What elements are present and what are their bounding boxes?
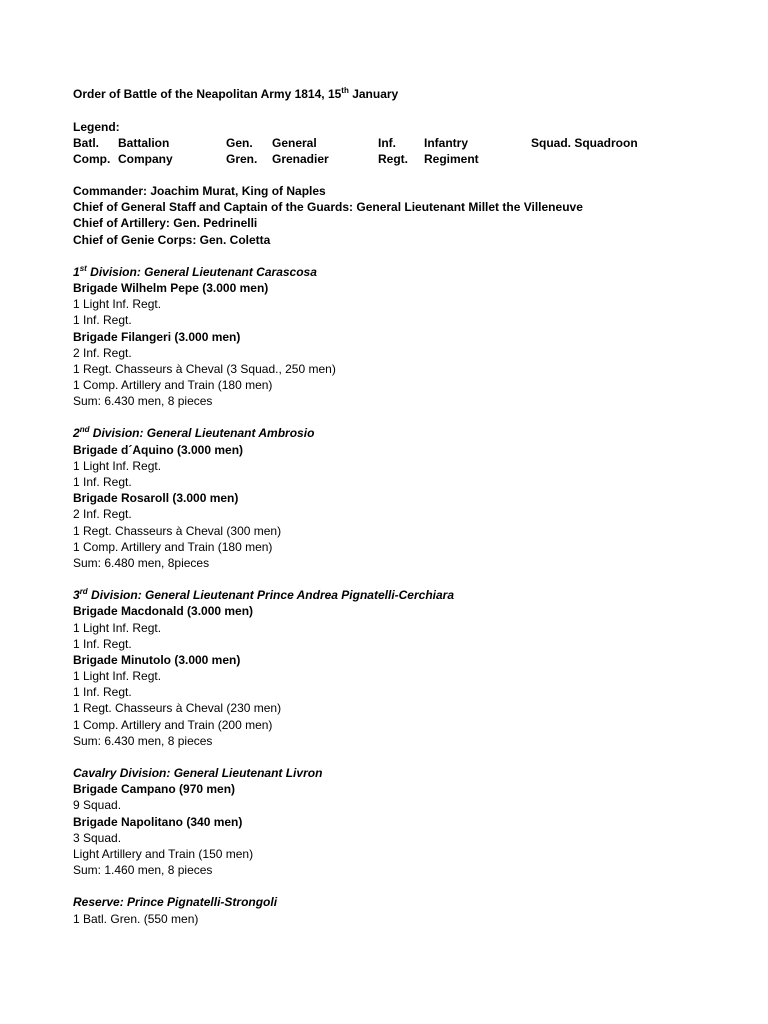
commander-line: Commander: Joachim Murat, King of Naples [73,184,326,198]
brigade-heading: Brigade d´Aquino (3.000 men) [73,442,244,457]
unit-line: 1 Light Inf. Regt. [73,669,162,684]
unit-line: 1 Inf. Regt. [73,313,132,328]
sum-line: Sum: 6.430 men, 8 pieces [73,394,213,409]
division-heading: 2nd Division: General Lieutenant Ambrosio [73,425,315,441]
unit-line: 1 Light Inf. Regt. [73,620,162,635]
division-heading: Cavalry Division: General Lieutenant Livron [73,766,323,780]
sum-line: Sum: 1.460 men, 8 pieces [73,863,213,878]
division-heading: 1st Division: General Lieutenant Carascosa [73,263,317,279]
unit-line: 1 Comp. Artillery and Train (180 men) [73,539,273,554]
legend-heading: Legend: [73,120,120,134]
unit-line: 1 Inf. Regt. [73,475,132,489]
brigade-heading: Brigade Macdonald (3.000 men) [73,604,254,619]
sum-line: Sum: 6.430 men, 8 pieces [73,733,213,748]
unit-line: 1 Regt. Chasseurs à Cheval (300 men) [73,523,282,538]
unit-line: 1 Light Inf. Regt. [73,458,162,473]
unit-line: Light Artillery and Train (150 men) [73,846,254,861]
unit-line: 1 Regt. Chasseurs à Cheval (3 Squad., 250 men) [73,361,336,376]
brigade-heading: Brigade Rosaroll (3.000 men) [73,491,239,506]
document-title: Order of Battle of the Neapolitan Army 1814, 15th January [73,86,399,101]
legend-row: Comp. Company Gren. Grenadier Regt. Regiment [73,152,479,166]
unit-line: 2 Inf. Regt. [73,507,132,522]
chief-of-staff-line: Chief of General Staff and Captain of the Guards: General Lieutenant Millet the Villeneuve [73,200,583,215]
unit-line: 1 Inf. Regt. [73,636,132,651]
unit-line: 1 Batl. Gren. (550 men) [73,911,199,926]
brigade-heading: Brigade Filangeri (3.000 men) [73,329,241,344]
unit-line: 1 Regt. Chasseurs à Cheval (230 men) [73,701,282,716]
chief-of-artillery-line: Chief of Artillery: Gen. Pedrinelli [73,216,258,231]
unit-line: 2 Inf. Regt. [73,345,132,360]
unit-line: 1 Light Inf. Regt. [73,297,162,312]
division-heading: 3rd Division: General Lieutenant Prince Andrea Pignatelli-Cerchiara [73,587,455,603]
brigade-heading: Brigade Napolitano (340 men) [73,814,243,829]
sum-line: Sum: 6.480 men, 8pieces [73,555,210,570]
unit-line: 3 Squad. [73,830,122,845]
reserve-heading: Reserve: Prince Pignatelli-Strongoli [73,895,278,910]
legend-row: Batl. Battalion Gen. General Inf. Infantry Squad. Squadroon [73,136,638,150]
brigade-heading: Brigade Minutolo (3.000 men) [73,652,241,667]
brigade-heading: Brigade Wilhelm Pepe (3.000 men) [73,280,269,295]
brigade-heading: Brigade Campano (970 men) [73,782,236,797]
document-page [73,86,753,927]
unit-line: 1 Inf. Regt. [73,685,132,700]
unit-line: 1 Comp. Artillery and Train (180 men) [73,378,273,393]
chief-of-genie-line: Chief of Genie Corps: Gen. Coletta [73,232,271,247]
unit-line: 1 Comp. Artillery and Train (200 men) [73,717,273,732]
unit-line: 9 Squad. [73,798,122,813]
